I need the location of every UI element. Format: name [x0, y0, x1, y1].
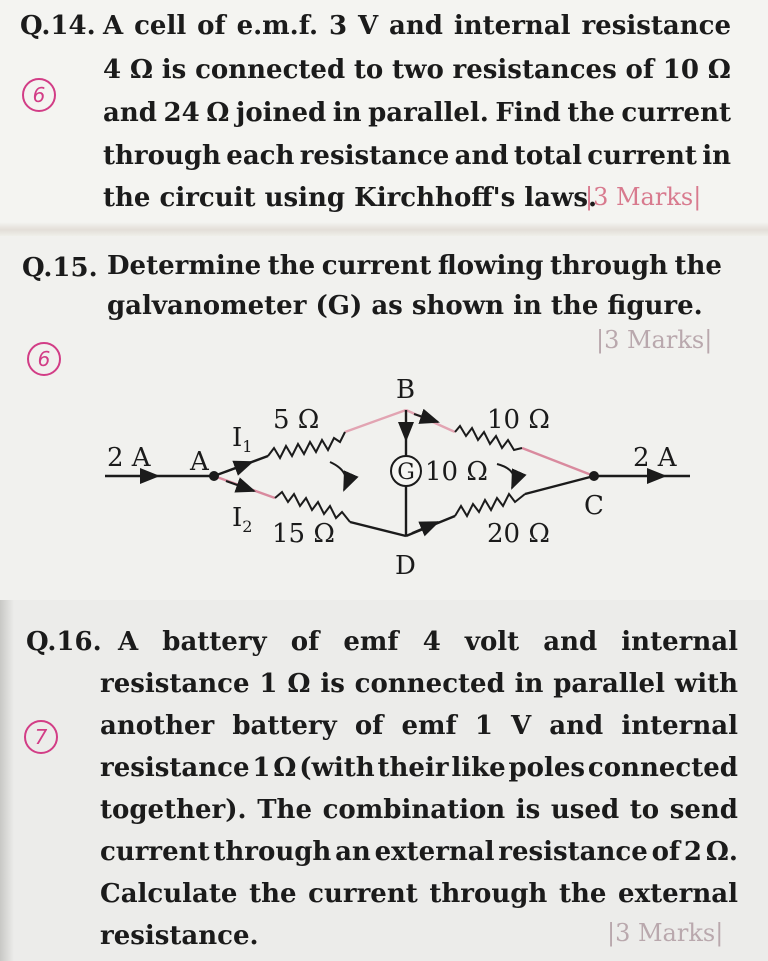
question-text-line [103, 10, 731, 42]
word: resistance [498, 837, 648, 867]
current-in-label: 2 A [107, 443, 151, 473]
question-text-line [100, 668, 738, 700]
question-text-line [100, 710, 738, 742]
word: (with [299, 753, 375, 783]
word: current [308, 879, 418, 909]
word: each [226, 141, 295, 171]
word: Find [495, 98, 561, 128]
question-text-line [103, 54, 731, 86]
word: Ω [129, 55, 154, 85]
word: an [335, 837, 371, 867]
marks-label: |3 Marks| [585, 183, 702, 211]
word: volt [464, 627, 520, 657]
word: cell [134, 11, 187, 41]
question-text-line [100, 836, 738, 868]
word: emf [343, 627, 399, 657]
word: and [549, 711, 604, 741]
word: and [103, 98, 157, 128]
word: through [103, 141, 221, 171]
resistor-10ohm-bc-label: 10 Ω [487, 405, 550, 435]
word: another [100, 711, 215, 741]
question-number: Q.15. [22, 253, 98, 283]
word: 24 [163, 98, 200, 128]
word: is [161, 55, 187, 85]
word: total [513, 141, 582, 171]
word: current [321, 251, 432, 281]
wire-b-to-10ohm [406, 410, 455, 432]
word: Determine [107, 251, 262, 281]
word: 1 [259, 669, 278, 699]
word: Ω [206, 98, 230, 128]
loop-arrow-right [497, 464, 514, 488]
word: resistances [452, 55, 617, 85]
word: like [451, 753, 506, 783]
b-to-c-arrow [414, 414, 438, 422]
resistor-15ohm [275, 492, 350, 522]
node-a-label: A [190, 447, 209, 477]
word: A [103, 11, 124, 41]
word: e.m.f. [236, 11, 319, 41]
word: parallel. [368, 98, 489, 128]
word: current [621, 98, 731, 128]
resistor-5ohm [268, 432, 345, 458]
margin-note-circle: 6 [22, 78, 56, 112]
word: 3 [328, 11, 348, 41]
question-text-line [100, 878, 738, 910]
word: connected [195, 55, 346, 85]
word: of [197, 11, 226, 41]
word: connected [354, 669, 505, 699]
word: used [550, 795, 620, 825]
word: internal [621, 711, 738, 741]
word: through [550, 251, 668, 281]
word: of [625, 55, 655, 85]
word: resistance [581, 11, 731, 41]
circuit-figure [0, 236, 768, 600]
word: with [674, 669, 738, 699]
word: external [618, 879, 738, 909]
question-text-line [118, 626, 738, 658]
resistor-5ohm-label: 5 Ω [273, 405, 320, 435]
current-i1-label: $I_1$ [232, 423, 253, 456]
word: 4 [422, 627, 441, 657]
node-d-label: D [395, 551, 416, 581]
word: resistance [100, 753, 250, 783]
word: parallel [553, 669, 665, 699]
i1-arrow [225, 462, 252, 472]
resistor-20ohm-label: 20 Ω [487, 519, 550, 549]
word: and [454, 141, 509, 171]
word: 1 [474, 711, 493, 741]
word: 2 [683, 837, 702, 867]
question-text-line [103, 97, 731, 129]
word: 10 [662, 55, 699, 85]
word: Ω. [705, 837, 738, 867]
word: through [213, 837, 332, 867]
node-a-dot [209, 471, 219, 481]
word: Calculate [100, 879, 238, 909]
current-out-label: 2 A [633, 443, 677, 473]
word: joined [235, 98, 327, 128]
word: two [392, 55, 444, 85]
resistor-10ohm-bd-label: 10 Ω [425, 457, 488, 487]
question-text-line [100, 794, 738, 826]
word: battery [232, 711, 337, 741]
word: V [357, 11, 379, 41]
wire-5ohm-to-b [345, 410, 406, 432]
word: current [100, 837, 210, 867]
resistor-20ohm [455, 494, 525, 516]
word: A [118, 627, 139, 657]
word: of [354, 711, 384, 741]
word: 1 [252, 753, 271, 783]
word: in [514, 669, 544, 699]
question-text-line: resistance. [100, 921, 259, 951]
word: to [353, 55, 384, 85]
question-text-line [103, 140, 731, 172]
current-i2-label: $I_2$ [232, 503, 253, 536]
question-14 [0, 0, 768, 222]
wire-15ohm-to-d [350, 522, 406, 536]
word: to [629, 795, 660, 825]
word: the [558, 879, 607, 909]
word: the [249, 879, 297, 909]
word: battery [162, 627, 267, 657]
galvanometer-label: G [397, 460, 415, 485]
word: current [587, 141, 697, 171]
word: Ω [707, 55, 731, 85]
word: their [377, 753, 449, 783]
question-text-line: galvanometer (G) as shown in the figure. [107, 291, 703, 321]
question-15 [0, 236, 768, 600]
word: send [669, 795, 738, 825]
loop-arrow-left [330, 462, 346, 490]
word: V [511, 711, 532, 741]
word: combination [322, 795, 506, 825]
page-fold [0, 222, 768, 236]
word: poles [508, 753, 586, 783]
galvanometer [391, 456, 421, 486]
node-c-dot [589, 471, 599, 481]
marks-label: |3 Marks| [596, 326, 713, 354]
word: resistance [100, 669, 250, 699]
word: the [674, 251, 722, 281]
word: of [290, 627, 320, 657]
word: Ω [287, 669, 311, 699]
question-text-line: the circuit using Kirchhoff's laws. [103, 183, 598, 213]
word: is [515, 795, 541, 825]
i2-arrow [226, 481, 254, 491]
word: the [267, 251, 316, 281]
marks-label: |3 Marks| [607, 919, 724, 947]
word: internal [453, 11, 571, 41]
word: through [429, 879, 548, 909]
word: external [374, 837, 495, 867]
word: in [702, 141, 731, 171]
word: emf [401, 711, 457, 741]
word: 4 [103, 55, 122, 85]
question-text-line [100, 752, 738, 784]
word: Ω [273, 753, 297, 783]
wire-10ohm-to-c [522, 448, 594, 476]
word: of [651, 837, 681, 867]
word: and [543, 627, 598, 657]
margin-note-circle: 6 [27, 342, 61, 376]
word: is [320, 669, 345, 699]
node-c-label: C [584, 491, 604, 521]
word: internal [621, 627, 738, 657]
word: together). [100, 795, 247, 825]
word: and [389, 11, 443, 41]
word: the [567, 98, 615, 128]
word: The [257, 795, 312, 825]
question-number: Q.14. [20, 11, 96, 41]
d-to-c-arrow [412, 522, 438, 533]
node-b-label: B [396, 375, 416, 405]
word: resistance [299, 141, 450, 171]
question-number: Q.16. [26, 627, 102, 657]
word: connected [587, 753, 738, 783]
resistor-15ohm-label: 15 Ω [272, 519, 335, 549]
word: in [332, 98, 362, 128]
word: flowing [437, 251, 544, 281]
margin-note-circle: 7 [24, 720, 58, 754]
question-16 [0, 600, 768, 961]
